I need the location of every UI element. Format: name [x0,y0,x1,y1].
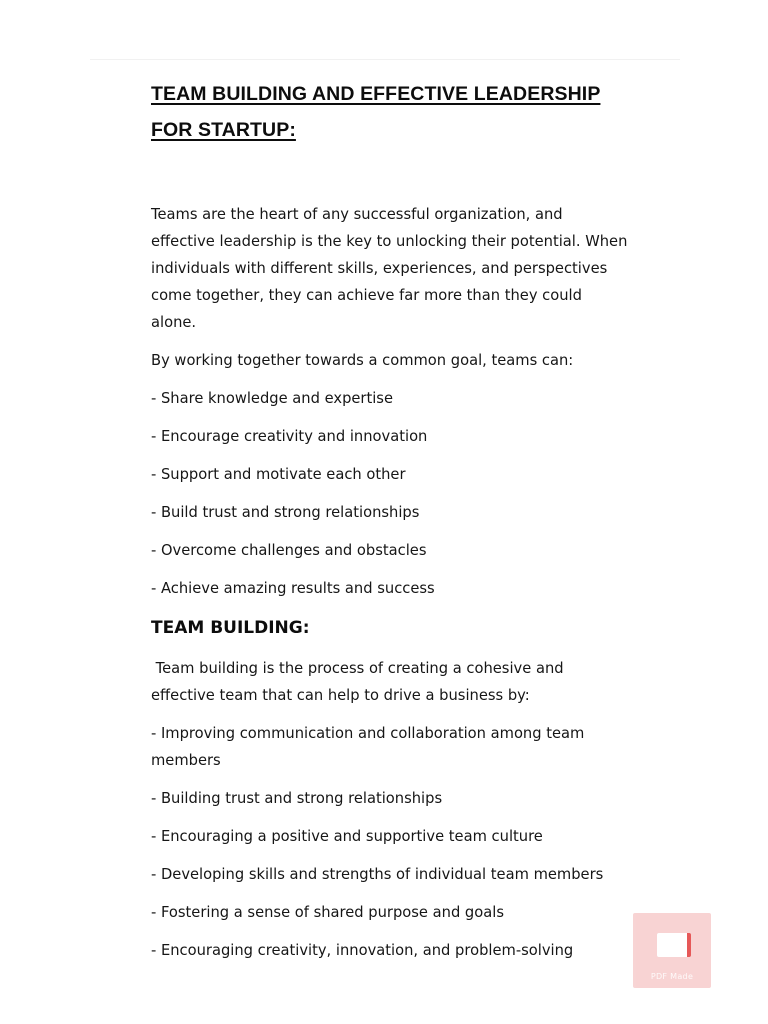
lead-in-paragraph: By working together towards a common goal, teams can: [151,352,574,369]
page-top-divider [90,59,680,60]
watermark-badge [633,913,711,988]
document-title-line-1: TEAM BUILDING AND EFFECTIVE LEADERSHIP [151,83,601,105]
benefits-list [151,385,631,602]
list-item: - Building trust and strong relationships [151,790,443,807]
list-item: - Share knowledge and expertise [151,390,393,407]
list-item: - Encourage creativity and innovation [151,428,428,445]
team-building-list [151,720,631,964]
list-item: - Overcome challenges and obstacles [151,542,427,559]
watermark-logo-icon [657,933,691,957]
list-item: - Support and motivate each other [151,466,406,483]
list-item: - Improving communication and collaboration among team members [151,725,585,769]
list-item: - Achieve amazing results and success [151,580,435,597]
document-title-line-2: FOR STARTUP: [151,119,296,141]
list-item: - Encouraging a positive and supportive team culture [151,828,543,845]
section-heading-team-building: TEAM BUILDING: [151,618,310,638]
document-page [151,76,631,964]
list-item: - Encouraging creativity, innovation, and problem-solving [151,942,574,959]
list-item: - Build trust and strong relationships [151,504,420,521]
team-building-paragraph: Team building is the process of creating a cohesive and effective team that can help to drive a business by: [151,660,569,704]
watermark-caption: PDF Made [650,972,694,981]
list-item: - Fostering a sense of shared purpose and goals [151,904,504,921]
list-item: - Developing skills and strengths of individual team members [151,866,604,883]
intro-paragraph: Teams are the heart of any successful organization, and effective leadership is the key to unlocking their potential. When individuals with different skills, experiences, and perspectives come together, they can achieve far more than they could alone. [151,206,628,331]
document-title [151,76,631,148]
